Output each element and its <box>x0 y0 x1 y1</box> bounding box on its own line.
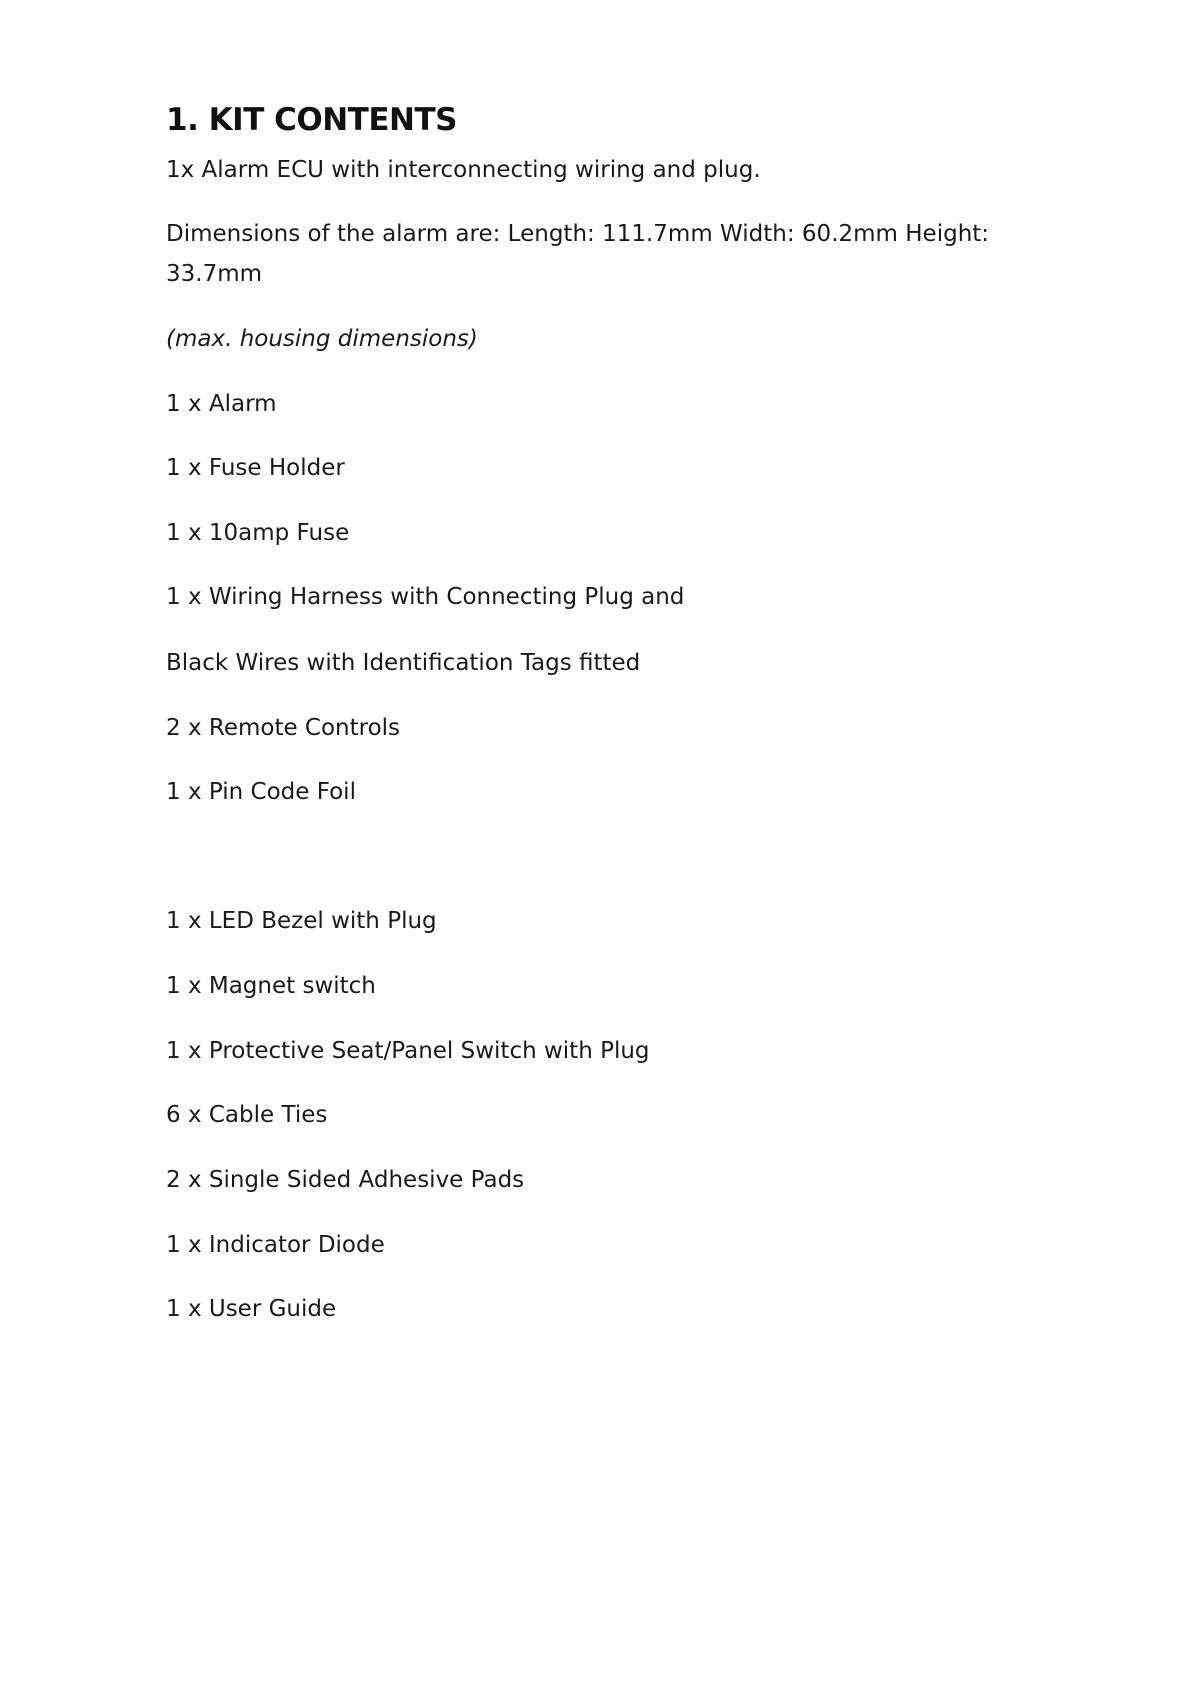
list-item: 1 x Protective Seat/Panel Switch with Plug <box>166 1038 650 1064</box>
list-item: 1 x LED Bezel with Plug <box>166 908 437 934</box>
dimensions-text-line-1: Dimensions of the alarm are: Length: 111.7mm Width: 60.2mm Height: <box>166 221 990 247</box>
list-item: 1 x Pin Code Foil <box>166 779 356 805</box>
list-item: 1 x Magnet switch <box>166 973 376 999</box>
dimensions-text-line-2: 33.7mm <box>166 261 263 287</box>
list-item: 1 x User Guide <box>166 1296 337 1322</box>
list-item: 6 x Cable Ties <box>166 1102 328 1128</box>
list-item: 1 x Wiring Harness with Connecting Plug and <box>166 584 685 610</box>
list-item: Black Wires with Identification Tags fitted <box>166 650 641 676</box>
list-item: 1 x Alarm <box>166 391 277 417</box>
list-item: 2 x Single Sided Adhesive Pads <box>166 1167 525 1193</box>
list-item: 1 x Fuse Holder <box>166 455 345 481</box>
list-item: 1 x 10amp Fuse <box>166 520 350 546</box>
ecu-description: 1x Alarm ECU with interconnecting wiring and plug. <box>166 157 761 183</box>
dimensions-note: (max. housing dimensions) <box>166 326 478 352</box>
list-item: 1 x Indicator Diode <box>166 1232 385 1258</box>
section-heading: 1. KIT CONTENTS <box>166 102 457 138</box>
list-item: 2 x Remote Controls <box>166 715 401 741</box>
